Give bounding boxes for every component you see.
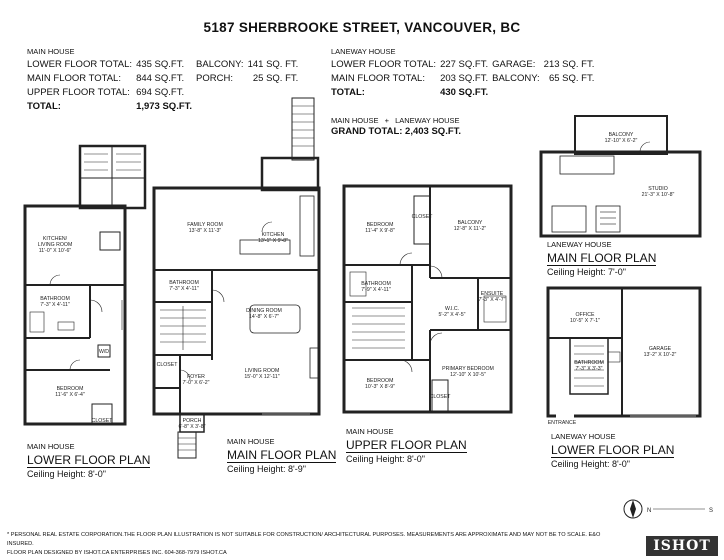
caption-height: Ceiling Height: 8'-9": [227, 464, 306, 474]
room-dimension: 12'-10" X 10'-5": [450, 372, 486, 378]
room-label: KITCHEN/: [42, 236, 68, 242]
disclaimer-line: * PERSONAL REAL ESTATE CORPORATION.THE FLOOR PLAN ILLUSTRATION IS NOT SUITABLE FOR CONSTRUCTION/ ARCHITECTURAL PURPOSES. MEASUREMENTS ARE APPROXIMATE AND MAY NOT BE TO SCALE. E&O INSURED.: [7, 532, 601, 547]
area-label: BALCONY:: [492, 73, 540, 84]
room-dimension: 7'-3" X 4'-11": [169, 286, 199, 292]
room-label: PRIMARY BEDROOM: [442, 366, 494, 372]
room-label: BALCONY: [457, 220, 483, 226]
main-main-floor-plan: [154, 98, 319, 458]
area-label: BALCONY:: [196, 59, 244, 70]
room-dimension: 21'-3" X 10'-8": [641, 192, 675, 198]
room-label: ENTRANCE: [547, 420, 577, 426]
area-value: 213 SQ. FT.: [543, 59, 595, 70]
caption-plan: LOWER FLOOR PLAN: [551, 443, 675, 457]
caption-house: MAIN HOUSE: [346, 427, 394, 436]
area-label: PORCH:: [196, 73, 233, 84]
room-label: KITCHEN: [261, 232, 285, 238]
laneway-heading: LANEWAY HOUSE: [331, 47, 396, 56]
room-label: BATHROOM: [169, 280, 199, 286]
room-labels: [38, 132, 677, 430]
caption-lower-main: [27, 442, 150, 479]
designer-credit: FLOOR PLAN DESIGNED BY ISHOT.CA ENTERPRISES INC. 604-368-7979 ISHOT.CA: [7, 550, 227, 556]
area-label: UPPER FLOOR TOTAL:: [27, 87, 130, 98]
total-value: 1,973 SQ.FT.: [136, 101, 193, 112]
plus-sign: +: [384, 116, 389, 125]
area-label: MAIN FLOOR TOTAL:: [331, 73, 425, 84]
compass-n: N: [647, 508, 652, 514]
room-label: BALCONY: [608, 132, 634, 138]
room-dimension: 5'-2" X 4'-5": [438, 312, 466, 318]
room-dimension: 7'-0" X 6'-2": [182, 380, 210, 386]
room-label: ENSUITE: [480, 291, 504, 297]
room-dimension: 14'-8" X 6'-7": [249, 314, 279, 320]
caption-house: LANEWAY HOUSE: [551, 432, 616, 441]
room-label: W/D: [98, 349, 110, 355]
room-dimension: 7'-9" X 4'-11": [361, 287, 391, 293]
room-label: DINING ROOM: [246, 308, 282, 314]
laneway-lower-floor-plan: [548, 288, 700, 416]
caption-laneway-lower: [551, 432, 674, 469]
caption-plan: MAIN FLOOR PLAN: [227, 448, 337, 462]
caption-height: Ceiling Height: 8'-0": [346, 454, 425, 464]
caption-house: MAIN HOUSE: [227, 437, 275, 446]
area-label: GARAGE:: [492, 59, 536, 70]
room-dimension: 7'-3" X 4'-7": [478, 297, 506, 303]
area-value: 694 SQ.FT.: [136, 87, 185, 98]
grand-total-laneway-label: LANEWAY HOUSE: [395, 116, 460, 125]
area-label: LOWER FLOOR TOTAL:: [331, 59, 437, 70]
room-label: FAMILY ROOM: [187, 222, 223, 228]
caption-plan: MAIN FLOOR PLAN: [547, 251, 657, 265]
caption-house: MAIN HOUSE: [27, 442, 75, 451]
total-label: TOTAL:: [331, 87, 365, 98]
compass-icon: [624, 500, 713, 518]
room-dimension: 10'-5" X 7'-1": [570, 318, 600, 324]
caption-height: Ceiling Height: 8'-0": [27, 469, 106, 479]
room-dimension: 10'-3" X 8'-9": [365, 384, 395, 390]
area-value: 141 SQ. FT.: [247, 59, 299, 70]
total-value: 430 SQ.FT.: [440, 87, 489, 98]
area-label: MAIN FLOOR TOTAL:: [27, 73, 121, 84]
room-label: BEDROOM: [56, 386, 84, 392]
room-label: CLOSET: [411, 214, 433, 220]
room-label: BEDROOM: [366, 222, 394, 228]
caption-height: Ceiling Height: 7'-0": [547, 267, 626, 277]
main-house-heading: MAIN HOUSE: [27, 47, 75, 56]
caption-plan: UPPER FLOOR PLAN: [346, 438, 467, 452]
room-dimension: 6'-8" X 3'-8": [178, 424, 206, 430]
room-dimension: 7'-3" X 3'-3": [575, 366, 603, 372]
area-value: 25 SQ. FT.: [252, 73, 299, 84]
caption-height: Ceiling Height: 8'-0": [551, 459, 630, 469]
room-label: LIVING ROOM: [244, 368, 280, 374]
main-lower-floor-plan: [25, 146, 145, 424]
room-label: LIVING ROOM: [37, 242, 73, 248]
compass-s: S: [709, 508, 714, 514]
area-value: 65 SQ. FT.: [548, 73, 595, 84]
room-dimension: 7'-3" X 4'-11": [40, 302, 70, 308]
grand-total: GRAND TOTAL: 2,403 SQ.FT.: [331, 126, 462, 137]
ishot-logo: ISHOT: [646, 536, 718, 556]
caption-house: LANEWAY HOUSE: [547, 240, 612, 249]
room-label: CLOSET: [156, 362, 178, 368]
room-label: PORCH: [182, 418, 202, 424]
area-value: 227 SQ.FT.: [440, 59, 489, 70]
room-label: CLOSET: [429, 394, 451, 400]
caption-laneway-main: [547, 240, 656, 277]
page-title: 5187 SHERBROOKE STREET, VANCOUVER, BC: [203, 20, 521, 35]
room-label: BATHROOM: [361, 281, 391, 287]
caption-main-main: [227, 437, 336, 474]
room-label: W.I.C.: [444, 306, 460, 312]
room-dimension: 11'-4" X 9'-8": [365, 228, 395, 234]
room-label: STUDIO: [648, 186, 668, 192]
room-label: GARAGE: [648, 346, 672, 352]
room-dimension: 13'-2" X 10'-2": [643, 352, 677, 358]
room-dimension: 12'-8" X 11'-2": [453, 226, 487, 232]
room-dimension: 15'-0" X 12'-11": [244, 374, 280, 380]
area-value: 844 SQ.FT.: [136, 73, 185, 84]
room-label: BATHROOM: [40, 296, 70, 302]
room-label: CLOSET: [91, 418, 113, 424]
area-label: LOWER FLOOR TOTAL:: [27, 59, 133, 70]
room-dimension: 12'-10" X 6'-2": [604, 138, 638, 144]
room-label: OFFICE: [575, 312, 595, 318]
area-value: 435 SQ.FT.: [136, 59, 185, 70]
room-label: BEDROOM: [366, 378, 394, 384]
room-dimension: 11'-6" X 6'-4": [55, 392, 85, 398]
disclaimer-footer: [7, 531, 607, 558]
room-label: FOYER: [187, 374, 205, 380]
room-dimension: 13'-1" X 9'-8": [258, 238, 288, 244]
area-value: 203 SQ.FT.: [440, 73, 489, 84]
room-label: BATHROOM: [574, 360, 604, 366]
room-dimension: 13'-8" X 11'-3": [188, 228, 222, 234]
caption-plan: LOWER FLOOR PLAN: [27, 453, 151, 467]
total-label: TOTAL:: [27, 101, 61, 112]
caption-upper-main: [346, 427, 467, 464]
room-dimension: 11'-0" X 10'-6": [38, 248, 72, 254]
grand-total-main-label: MAIN HOUSE: [331, 116, 379, 125]
